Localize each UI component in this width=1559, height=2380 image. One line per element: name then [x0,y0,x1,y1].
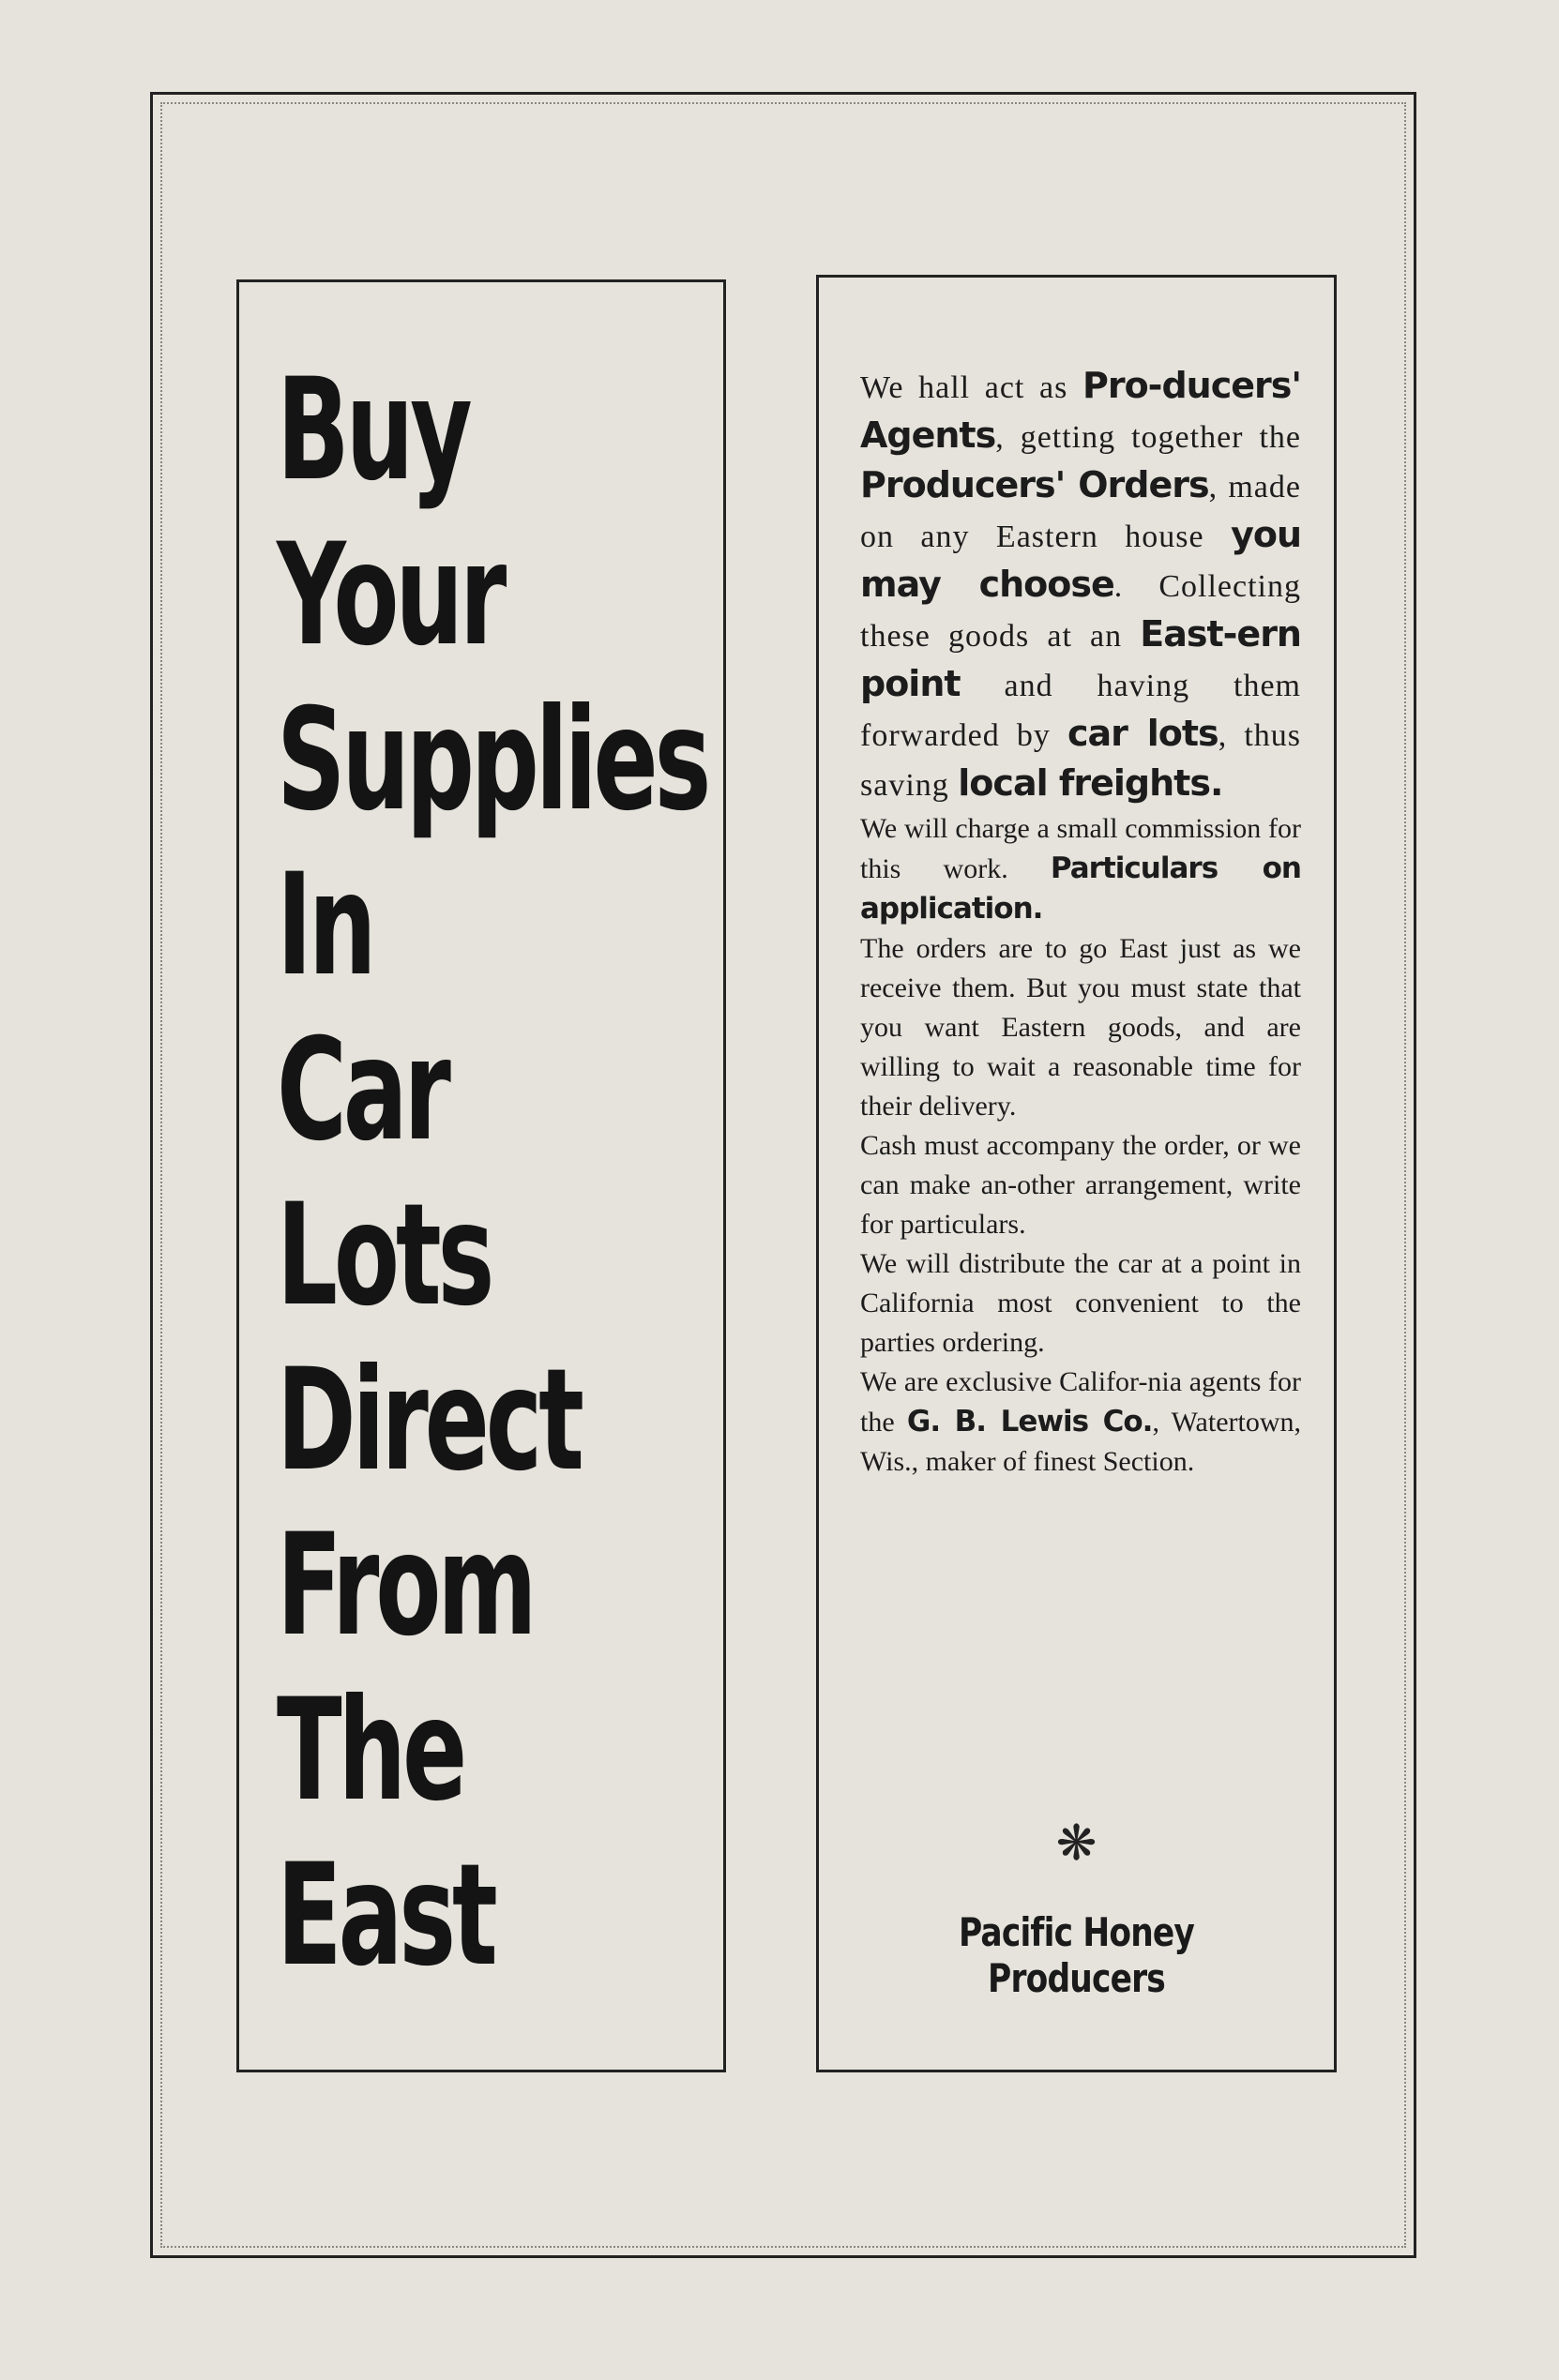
headline [277,348,708,1998]
signature [819,1909,1334,2001]
text-run: We will charge a small commission for this work. [860,813,1301,884]
text-run: and having them forwarded by [860,669,1301,753]
headline-line: Lots [277,1174,492,1337]
headline-line: Supplies [277,679,708,842]
headline-line: Car [277,1009,447,1172]
text-run: We hall act as [860,370,1082,405]
headline-line: East [277,1834,494,1997]
paragraph-orders: The orders are to go East just as we receive them. But you must state that you want Eastern goods, and are willing to wait a reasonable time for their delivery. [860,933,1301,1122]
emphasis-run: Pro-ducers' Agents [860,365,1301,456]
asterism-ornament-icon: ❋ [1055,1815,1097,1872]
text-run: . Collecting these goods at an [860,569,1301,654]
signature-text: Pacific Honey Producers [958,1909,1195,2001]
paragraph-distribution: We will distribute the car at a point in California most convenient to the parties ordering. [860,1248,1301,1358]
headline-line: The [277,1669,464,1832]
headline-line: In [277,844,373,1007]
emphasis-run: you may choose [860,514,1301,605]
emphasis-run: local freights. [958,762,1223,804]
advertisement-copy [860,362,1301,1482]
text-run: , made on any Eastern house [860,470,1301,554]
headline-panel [236,279,726,2072]
paragraph-cash: Cash must accompany the order, or we can make an-other arrangement, write for particulars. [860,1130,1301,1240]
emphasis-run: Producers' Orders [860,464,1209,505]
headline-line: Direct [277,1339,581,1502]
text-run: We are exclusive Califor-nia agents for the [860,1366,1301,1438]
headline-line: From [277,1504,534,1667]
emphasis-run: Particulars on application. [860,851,1301,926]
headline-line: Your [277,514,504,677]
paragraph-exclusive-agents [860,1363,1301,1482]
paragraph-commission [860,809,1301,929]
text-run: , Watertown, Wis., maker of finest Section. [860,1407,1302,1477]
text-run: , thus saving [860,718,1302,803]
paragraph-agents [860,362,1301,809]
copy-panel [816,275,1337,2072]
emphasis-run: car lots [1067,713,1218,754]
text-run: , getting together the [995,420,1301,455]
emphasis-run: G. B. Lewis Co. [906,1405,1153,1439]
emphasis-run: East-ern point [860,613,1301,704]
headline-line: Buy [277,349,469,512]
